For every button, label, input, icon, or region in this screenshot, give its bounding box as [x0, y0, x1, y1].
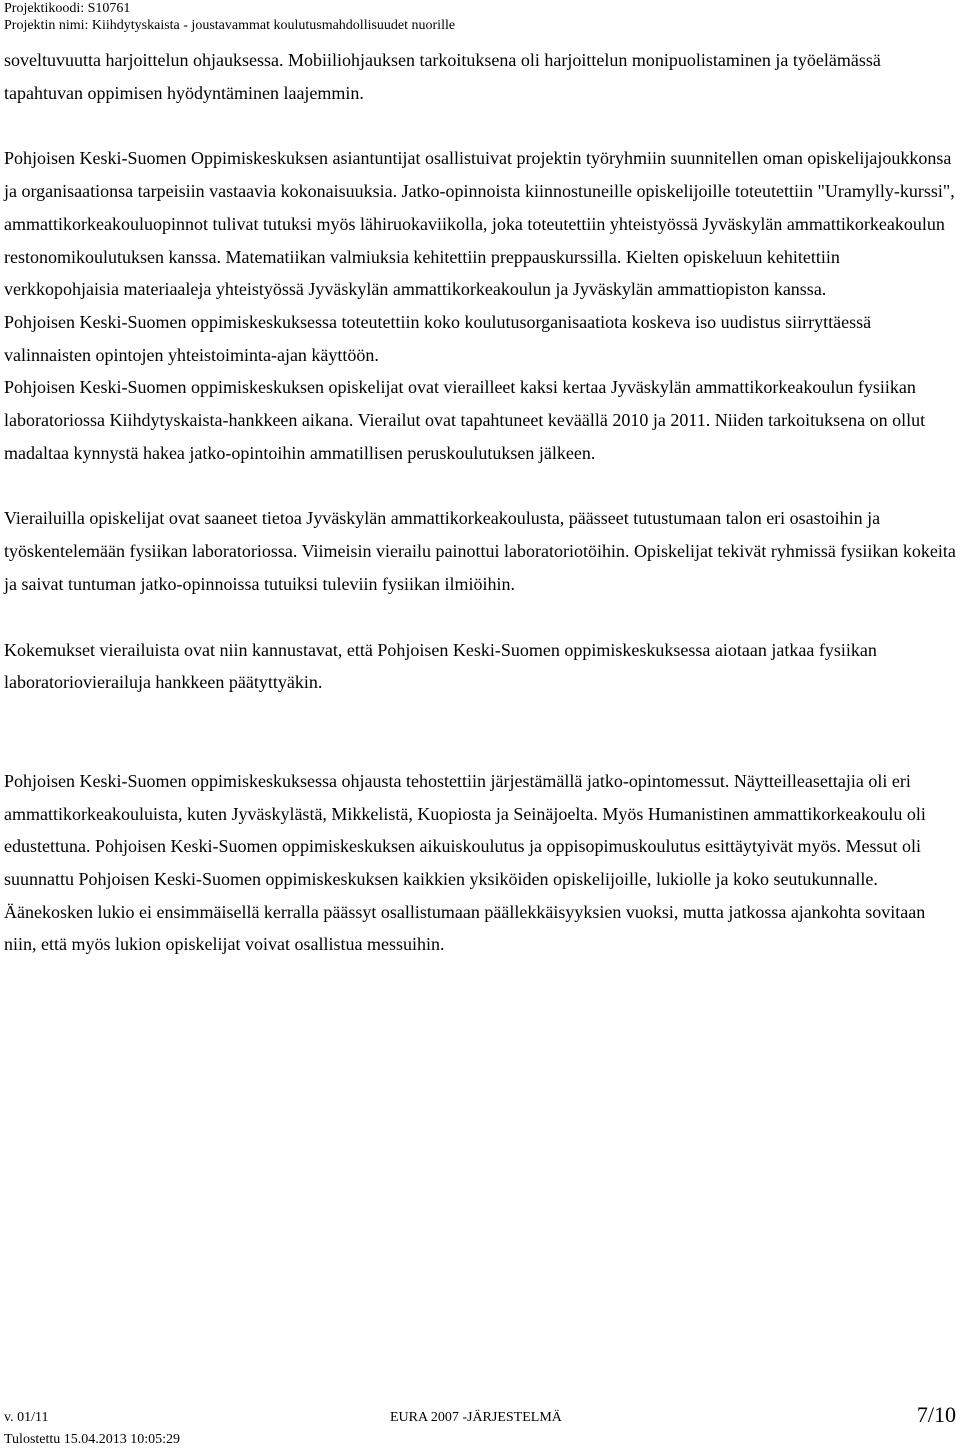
spacer [4, 109, 956, 142]
system-name: EURA 2007 -JÄRJESTELMÄ [390, 1410, 562, 1425]
paragraph: soveltuvuutta harjoittelun ohjauksessa. Mobiiliohjauksen tarkoituksena oli harjoittelun monipuolistaminen ja työelämässä tapahtuvan oppimisen hyödyntäminen laajemmin. [4, 50, 881, 103]
project-code: Projektikoodi: S10761 [4, 1, 131, 16]
spacer [4, 469, 956, 502]
paragraph: Pohjoisen Keski-Suomen oppimiskeskuksessa toteutettiin koko koulutusorganisaatiota koskeva iso uudistus siirryttäessä valinnaisten opintojen yhteistoiminta-ajan käyttöön. [4, 311, 872, 365]
project-name: Projektin nimi: Kiihdytyskaista - joustavammat koulutusmahdollisuudet nuorille [4, 18, 456, 33]
paragraph: Pohjoisen Keski-Suomen oppimiskeskuksessa ohjausta tehostettiin järjestämällä jatko-opintomessut. Näytteilleasettajia oli eri ammattikorkeakouluista, kuten Jyväskylästä, Mikkelistä, Kuopiosta ja Seinäjoelta. Myös Humanistinen ammattikorkeakoulu oli edustettuna. Pohjoisen Keski-Suomen oppimiskeskuksen aikuiskoulutus ja oppisopimuskoulutus esittäytyivät myös. Messut oli suunnattu Pohjoisen Keski-Suomen oppimiskeskuksen kaikkien yksiköiden opiskelijoille, lukiolle ja koko seutukunnalle. Äänekosken lukio ei ensimmäisellä kerralla päässyt osallistumaan päällekkäisyyksien vuoksi, mutta jatkossa ajankohta sovitaan niin, että myös lukion opiskelijat voivat osallistua messuihin. [4, 770, 926, 955]
printed-timestamp: Tulostettu 15.04.2013 10:05:29 [4, 1432, 181, 1447]
document-body [4, 44, 956, 961]
paragraph: Pohjoisen Keski-Suomen oppimiskeskuksen opiskelijat ovat vierailleet kaksi kertaa Jyväskylän ammattikorkeakoulun fysiikan laboratoriossa Kiihdytyskaista-hankkeen aikana. Vierailut ovat tapahtuneet keväällä 2010 ja 2011. Niiden tarkoituksena on ollut madaltaa kynnystä hakea jatko-opintoihin ammatillisen peruskoulutuksen jälkeen. [4, 377, 926, 463]
version-label: v. 01/11 [4, 1410, 49, 1425]
paragraph: Vierailuilla opiskelijat ovat saaneet tietoa Jyväskylän ammattikorkeakoulusta, päässeet tutustumaan talon eri osastoihin ja työskentelemään fysiikan laboratoriossa. Viimeisin vierailu painottui laboratoriotöihin. Opiskelijat tekivät ryhmissä fysiikan kokeita ja saivat tuntuman jatko-opinnoissa tutuiksi tuleviin fysiikan ilmiöihin. [4, 508, 956, 594]
paragraph: Pohjoisen Keski-Suomen Oppimiskeskuksen asiantuntijat osallistuivat projektin työryhmiin suunnitellen oman opiskelijajoukkonsa ja organisaationsa tarpeisiin vastaavia kokonaisuuksia. Jatko-opinnoista kiinnostuneille opiskelijoille toteutettiin "Uramylly-kurssi", ammattikorkeakouluopinnot tulivat tutuksi myös lähiruokaviikolla, joka toteutettiin yhteistyössä Jyväskylän ammattikorkeakoulun restonomikoulutuksen kanssa. Matematiikan valmiuksia kehitettiin preppauskurssilla. Kielten opiskeluun kehitettiin verkkopohjaisia materiaaleja yhteistyössä Jyväskylän ammattikorkeakoulun ja Jyväskylän ammattiopiston kanssa. [4, 148, 955, 300]
spacer [4, 699, 956, 765]
paragraph: Kokemukset vierailuista ovat niin kannustavat, että Pohjoisen Keski-Suomen oppimiskeskuksessa aiotaan jatkaa fysiikan laboratoriovierailuja hankkeen päätyttyäkin. [4, 639, 877, 693]
page-header [4, 0, 455, 34]
page-number: 7/10 [916, 1402, 956, 1427]
spacer [4, 601, 956, 634]
footer-left [4, 1407, 180, 1451]
